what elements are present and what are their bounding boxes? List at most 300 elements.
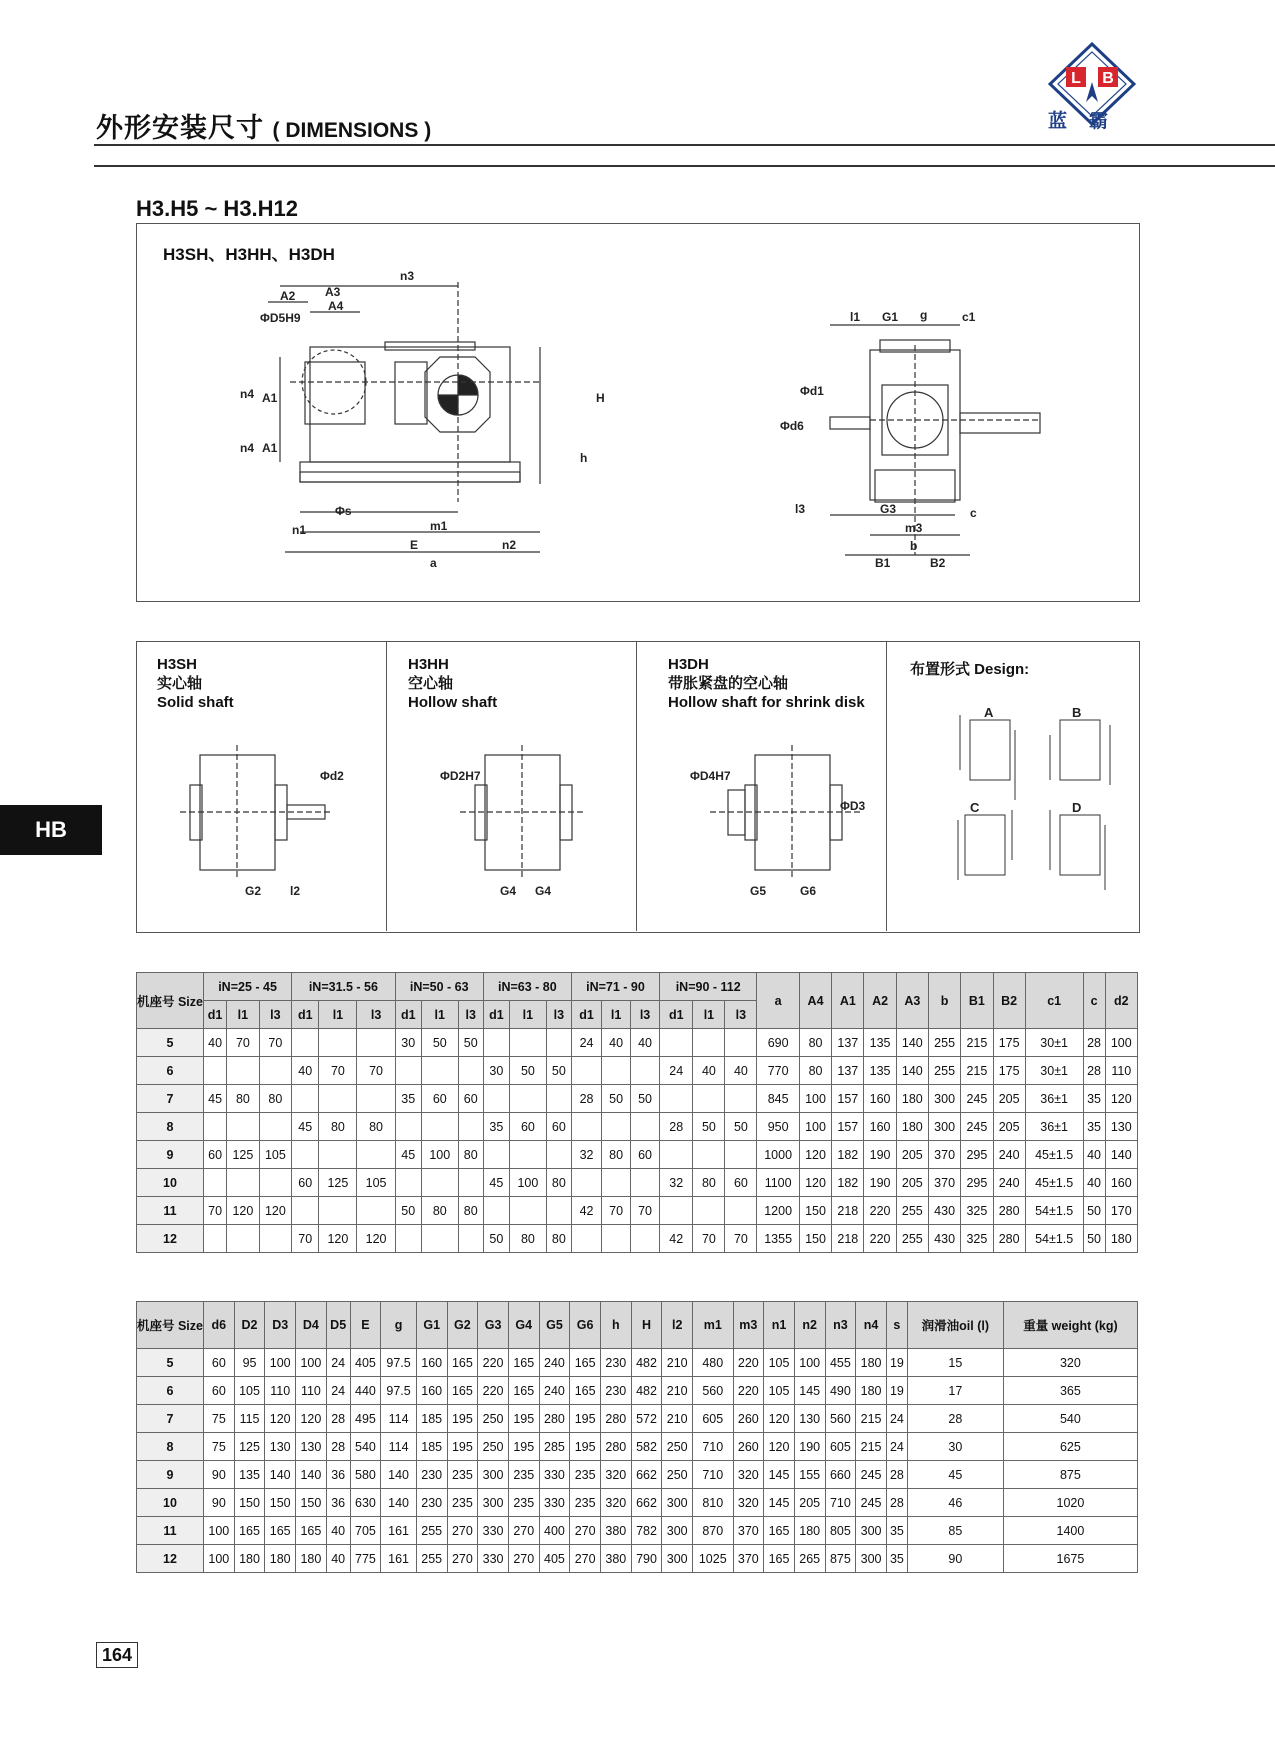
table-row [137,1225,1138,1253]
table-cell: 70 [292,1225,319,1253]
design-A: A [984,705,994,720]
table-cell: A1 [832,973,864,1029]
table-cell: 60 [421,1085,458,1113]
table-cell: 775 [350,1545,381,1573]
table-cell: 662 [631,1489,662,1517]
table-cell: 810 [693,1489,733,1517]
table-cell: 50 [421,1029,458,1057]
table-cell: 160 [864,1085,896,1113]
table-cell: 5 [137,1349,204,1377]
table-cell: 28 [886,1489,907,1517]
dim-label-d6: Φd6 [780,419,804,433]
table-cell [725,1197,757,1225]
table-cell [319,1141,357,1169]
table-cell: 70 [357,1057,395,1085]
table-cell: 150 [234,1489,265,1517]
table-cell: 280 [993,1197,1025,1225]
table-cell: B1 [961,973,993,1029]
table-cell: 370 [733,1545,764,1573]
design-C: C [970,800,980,815]
table-cell: 235 [508,1489,539,1517]
page-title-en: ( DIMENSIONS ) [272,119,432,142]
table-cell: 182 [832,1141,864,1169]
table-cell: 97.5 [381,1349,417,1377]
table-cell: 9 [137,1461,204,1489]
table-cell [319,1029,357,1057]
table-cell: 482 [631,1377,662,1405]
table-cell: 1000 [757,1141,800,1169]
table-cell: l3 [725,1001,757,1029]
table-cell: 80 [227,1085,259,1113]
table-cell: 120 [296,1405,327,1433]
table-cell: 215 [961,1057,993,1085]
dim-label-n3: n3 [400,269,415,283]
svg-text:B: B [1102,70,1114,87]
table-cell: 250 [662,1433,693,1461]
table-cell: 60 [631,1141,660,1169]
dim-label-A3: A3 [325,285,341,299]
table-cell: 24 [886,1433,907,1461]
table-cell: 80 [458,1197,483,1225]
table-cell: 165 [764,1545,795,1573]
table-cell [357,1141,395,1169]
table-cell: 30 [395,1029,421,1057]
table-cell: 100 [265,1349,296,1377]
table-cell: 24 [326,1377,350,1405]
table-cell: h [600,1302,631,1349]
table-cell [483,1197,509,1225]
table-cell: 480 [693,1349,733,1377]
table-cell: 60 [510,1113,547,1141]
table-cell: 662 [631,1461,662,1489]
table-cell: 42 [571,1197,601,1225]
table-cell: 130 [1105,1113,1137,1141]
table-cell: 300 [478,1489,509,1517]
panel-code: H3HH [408,656,449,673]
table-cell: 220 [864,1197,896,1225]
table-cell: 70 [631,1197,660,1225]
table-cell: 19 [886,1377,907,1405]
table-cell: 120 [357,1225,395,1253]
table-cell: 120 [227,1197,259,1225]
front-view-drawing [240,262,640,584]
table-cell: 165 [764,1517,795,1545]
table-cell: 185 [416,1433,447,1461]
table-cell: 6 [137,1057,204,1085]
table-cell: m1 [693,1302,733,1349]
table-cell: 100 [204,1517,235,1545]
table-cell: d1 [660,1001,693,1029]
table-cell: 35 [483,1113,509,1141]
panel-h3hh [408,655,497,712]
table-cell: 155 [794,1461,825,1489]
table-cell: 28 [660,1113,693,1141]
table-cell [259,1057,292,1085]
table-cell: 35 [1083,1085,1105,1113]
table-cell: 19 [886,1349,907,1377]
table-cell [204,1057,227,1085]
table-cell: 42 [660,1225,693,1253]
table-cell: 605 [693,1405,733,1433]
table-cell: 145 [764,1461,795,1489]
table-cell [571,1113,601,1141]
table-cell: 54±1.5 [1025,1197,1083,1225]
table-cell: 205 [993,1085,1025,1113]
table-cell: 125 [227,1141,259,1169]
dim-label-n2: n2 [502,538,517,552]
table-cell: 105 [259,1141,292,1169]
table-cell: 295 [961,1169,993,1197]
table-cell: 255 [416,1517,447,1545]
header-rule-2 [94,165,1275,167]
table-cell [395,1169,421,1197]
table-cell: 195 [447,1433,478,1461]
table-cell: 560 [693,1377,733,1405]
table-cell: B2 [993,973,1025,1029]
table-cell: 40 [631,1029,660,1057]
table-cell: 40 [725,1057,757,1085]
table-cell: 40 [602,1029,631,1057]
table-cell: n4 [856,1302,887,1349]
label-G4-2: G4 [535,884,552,898]
table-cell: 230 [416,1461,447,1489]
table-cell: 110 [1105,1057,1137,1085]
shrink-disk-drawing [690,740,870,900]
label-G2: G2 [245,884,262,898]
table-cell: 7 [137,1405,204,1433]
table-cell: 185 [416,1405,447,1433]
table-cell: 140 [296,1461,327,1489]
table-cell: 40 [326,1545,350,1573]
table-cell [204,1169,227,1197]
page-number: 164 [96,1642,138,1668]
table-cell: 195 [447,1405,478,1433]
table-cell: 270 [570,1545,601,1573]
dim-label-l1: l1 [850,310,861,324]
table-cell: 140 [381,1489,417,1517]
label-G4: G4 [500,884,517,898]
panel-en: Hollow shaft [408,694,498,711]
table-cell: 230 [416,1489,447,1517]
table-cell: 12 [137,1545,204,1573]
table-cell: 950 [757,1113,800,1141]
table-cell: iN=90 - 112 [660,973,757,1001]
table-cell: 370 [928,1169,960,1197]
table-cell: 160 [1105,1169,1137,1197]
table-cell [319,1085,357,1113]
table-cell: 137 [832,1029,864,1057]
table-header-row [137,1302,1138,1349]
table-header-row [137,973,1138,1001]
table-cell [395,1113,421,1141]
table-cell: 790 [631,1545,662,1573]
table-cell: 195 [570,1433,601,1461]
table-cell: 115 [234,1405,265,1433]
table-row [137,1433,1138,1461]
table-cell: 1020 [1003,1489,1137,1517]
table-cell: 220 [733,1349,764,1377]
table-cell: 235 [447,1461,478,1489]
table-cell: 32 [571,1141,601,1169]
table-cell [421,1169,458,1197]
table-cell: l2 [662,1302,693,1349]
table-cell [458,1169,483,1197]
table-cell: 260 [733,1405,764,1433]
table-cell: 215 [856,1405,887,1433]
table-cell [357,1197,395,1225]
table-cell: 240 [539,1349,570,1377]
table-cell [546,1141,571,1169]
table-cell: 300 [856,1545,887,1573]
table-cell [571,1225,601,1253]
table-cell: d2 [1105,973,1137,1029]
table-cell: D3 [265,1302,296,1349]
table-cell: 15 [907,1349,1003,1377]
table-cell: 28 [1083,1029,1105,1057]
table-cell [395,1225,421,1253]
table-cell [227,1169,259,1197]
table-cell: 805 [825,1517,856,1545]
table-cell: 1355 [757,1225,800,1253]
table-cell: 90 [204,1461,235,1489]
table-cell: 875 [1003,1461,1137,1489]
table-cell: 70 [259,1029,292,1057]
table-cell: 165 [234,1517,265,1545]
table-cell [546,1085,571,1113]
dim-label-g: g [920,308,928,322]
table-cell: 285 [539,1433,570,1461]
table-cell: 11 [137,1517,204,1545]
table-cell: iN=31.5 - 56 [292,973,396,1001]
table-cell: 120 [764,1405,795,1433]
table-cell: 482 [631,1349,662,1377]
table-cell: 50 [1083,1225,1105,1253]
table-cell: 30±1 [1025,1057,1083,1085]
panel-en: Solid shaft [157,694,234,711]
dim-label-A1-2: A1 [262,441,278,455]
table-cell: 245 [856,1461,887,1489]
table-cell: 140 [1105,1141,1137,1169]
table-cell: 140 [265,1461,296,1489]
table-cell: 190 [864,1141,896,1169]
table-cell [395,1057,421,1085]
table-cell: 165 [447,1349,478,1377]
table-cell: 1675 [1003,1545,1137,1573]
table-cell: H [631,1302,662,1349]
dim-label-D5H9: ΦD5H9 [260,311,301,325]
table-cell: 130 [265,1433,296,1461]
table-cell [483,1029,509,1057]
table-cell: 110 [296,1377,327,1405]
label-l2: l2 [290,884,301,898]
table-cell: 28 [907,1405,1003,1433]
dimension-table-1 [136,972,1138,1253]
table-cell: 255 [416,1545,447,1573]
table-cell: 85 [907,1517,1003,1545]
table-cell: 270 [447,1517,478,1545]
table-cell [421,1113,458,1141]
panel-divider [386,641,387,931]
table-cell [602,1169,631,1197]
table-cell: 300 [928,1085,960,1113]
table-cell: 572 [631,1405,662,1433]
table-cell: 210 [662,1377,693,1405]
table-cell: 1100 [757,1169,800,1197]
table-cell: d1 [204,1001,227,1029]
table-cell: 137 [832,1057,864,1085]
table-cell [693,1197,725,1225]
table-cell: 130 [296,1433,327,1461]
table-cell: 175 [993,1029,1025,1057]
table-cell: l1 [693,1001,725,1029]
table-cell: 770 [757,1057,800,1085]
table-cell: 28 [1083,1057,1105,1085]
table-cell: 875 [825,1545,856,1573]
section-tab-hb: HB [0,805,102,855]
table-cell: 320 [1003,1349,1137,1377]
dim-label-c: c [970,506,977,520]
table-cell: iN=71 - 90 [571,973,659,1001]
table-cell: 325 [961,1225,993,1253]
table-cell [571,1057,601,1085]
table-cell: 560 [825,1405,856,1433]
table-cell: 1025 [693,1545,733,1573]
table-cell: 24 [571,1029,601,1057]
table-cell: 300 [662,1489,693,1517]
table-cell: c [1083,973,1105,1029]
table-cell [259,1113,292,1141]
table-cell: 710 [825,1489,856,1517]
table-cell [510,1029,547,1057]
dim-label-l3: l3 [795,502,806,516]
dim-label-h: h [580,451,588,465]
table-row [137,1113,1138,1141]
panel-cn: 空心轴 [408,675,454,692]
table-cell: 255 [928,1057,960,1085]
table-cell: 95 [234,1349,265,1377]
table-row [137,1405,1138,1433]
table-cell: 250 [478,1433,509,1461]
table-cell: 157 [832,1113,864,1141]
brand-name: 蓝霸 [1048,111,1131,132]
table-cell [660,1029,693,1057]
table-cell: 70 [204,1197,227,1225]
dim-label-A2: A2 [280,289,296,303]
table-cell [602,1113,631,1141]
table-cell: 195 [508,1433,539,1461]
table-cell: 80 [259,1085,292,1113]
table-cell: 160 [416,1377,447,1405]
table-cell: E [350,1302,381,1349]
table-cell: 60 [725,1169,757,1197]
table-cell: 60 [458,1085,483,1113]
table-cell: d1 [571,1001,601,1029]
table-cell [693,1029,725,1057]
table-cell: d6 [204,1302,235,1349]
table-cell: 80 [546,1225,571,1253]
table-cell: 210 [662,1405,693,1433]
table-cell: 105 [357,1169,395,1197]
label-G5: G5 [750,884,767,898]
table-cell: 24 [660,1057,693,1085]
table-cell: 35 [886,1517,907,1545]
table-cell: 320 [733,1461,764,1489]
dim-label-n1: n1 [292,523,307,537]
table-cell [725,1029,757,1057]
table-cell: 120 [259,1197,292,1225]
table-cell: 100 [296,1349,327,1377]
table-cell: 105 [764,1377,795,1405]
table-cell: 220 [864,1225,896,1253]
table-cell [725,1085,757,1113]
table-cell: 280 [539,1405,570,1433]
table-cell: l1 [421,1001,458,1029]
table-cell: 270 [508,1545,539,1573]
table-cell: 330 [539,1461,570,1489]
table-row [137,1029,1138,1057]
table-cell: 205 [896,1169,928,1197]
table-cell: l3 [631,1001,660,1029]
table-cell: 440 [350,1377,381,1405]
table-cell: 325 [961,1197,993,1225]
table-cell: l3 [259,1001,292,1029]
table-row [137,1085,1138,1113]
table-cell: 182 [832,1169,864,1197]
table-cell [510,1085,547,1113]
table-cell: 100 [799,1113,831,1141]
table-cell: 845 [757,1085,800,1113]
table-cell: 245 [961,1113,993,1141]
table-cell [458,1225,483,1253]
table-cell [483,1141,509,1169]
table-cell: 690 [757,1029,800,1057]
table-cell: 250 [662,1461,693,1489]
table-cell: 60 [546,1113,571,1141]
table-cell [259,1169,292,1197]
table-cell: 120 [799,1141,831,1169]
table-cell: d1 [483,1001,509,1029]
table-cell: l1 [319,1001,357,1029]
table-cell: 630 [350,1489,381,1517]
dim-label-c1: c1 [962,310,976,324]
table-row [137,1169,1138,1197]
table-cell: 8 [137,1113,204,1141]
table-cell: 40 [292,1057,319,1085]
panel-en: Hollow shaft for shrink disk [668,694,865,711]
table-cell: 100 [510,1169,547,1197]
hollow-shaft-drawing [440,740,600,900]
table-cell: 625 [1003,1433,1137,1461]
table-cell: 320 [600,1489,631,1517]
dim-label-a: a [430,556,437,570]
table-cell: 260 [733,1433,764,1461]
table-cell: 50 [725,1113,757,1141]
table-cell: 28 [571,1085,601,1113]
table-cell: 300 [662,1517,693,1545]
table-cell: 195 [570,1405,601,1433]
table-cell [631,1169,660,1197]
table-cell: 50 [458,1029,483,1057]
table-cell [319,1197,357,1225]
table-cell: 330 [478,1545,509,1573]
table-cell: 54±1.5 [1025,1225,1083,1253]
table-cell: 230 [600,1377,631,1405]
table-cell [227,1113,259,1141]
table-cell: 330 [478,1517,509,1545]
table-cell: 300 [478,1461,509,1489]
table-cell: 580 [350,1461,381,1489]
table-cell: l1 [227,1001,259,1029]
